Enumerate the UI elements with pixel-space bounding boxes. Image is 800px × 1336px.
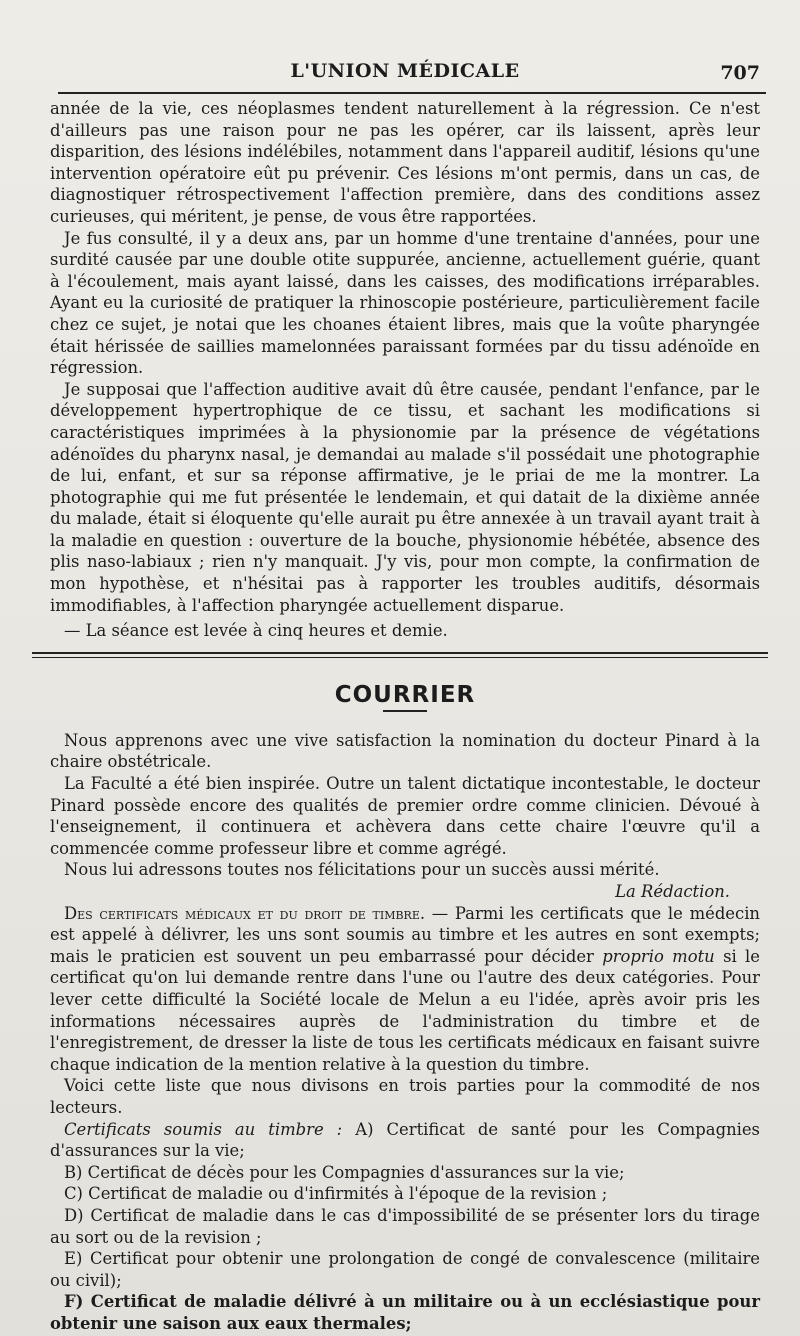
list-item-d-line [50,1205,760,1248]
list-item-b-line [50,1162,760,1184]
certificats-text: — Parmi les certificats que le médecin est appelé à délivrer, les uns sont soumis au timbre et les autres en sont exempts; mais le praticien est souvent un peu embarrassé pour décider [50,903,760,966]
paragraph-2: Je fus consulté, il y a deux ans, par un homme d'une trentaine d'années, pour une surdité causée par une double otite suppurée, ancienne, actuellement guérie, quant à l'écoulement, mais ayant laissé, dans les caisses, des modifications irréparables. Ayant eu la curiosité de pratiquer la rhinoscopie postérieure, particulièrement facile chez ce sujet, je notai que les choanes étaient libres, mais que la voûte pharyngée était hérissée de saillies mamelonnées paraissant formées par du tissu adénoïde en régression. [50,228,760,378]
certificats-heading: Des certificats médicaux et du droit de timbre. [64,903,426,923]
list-item-c-line [50,1183,760,1205]
list-item-c: Certificat de maladie ou d'infirmités à l'époque de la revision ; [88,1184,608,1204]
courrier-body [50,730,760,1335]
courrier-paragraph-1: Nous apprenons avec une vive satisfaction la nomination du docteur Pinard à la chaire obstétricale. [50,730,760,772]
list-intro: Voici cette liste que nous divisons en trois parties pour la commodité de nos lecteurs. [50,1076,760,1117]
editorial-signature: La Rédaction. [615,882,730,901]
list-item-e: Certificat pour obtenir une prolongation de congé de convalescence (militaire ou civil); [50,1249,760,1290]
courrier-paragraph-3: Nous lui adressons toutes nos félicitations pour un succès aussi mérité. [64,860,660,880]
list-item-key-c: C) [64,1184,83,1204]
section-divider [32,652,768,658]
certificats-text-2: si le certificat qu'on lui demande rentre dans l'une ou l'autre des deux catégories. Pour lever cette difficulté la Société locale de Melun a eu l'idée, après avoir pris les informations nécessaires auprès de l'administration du timbre et de l'enregistrement, de dresser la liste de tous les certificats médicaux en faisant suivre chaque indication de la mention relative à la question du timbre. [50,946,760,1074]
paragraph-3: Je supposai que l'affection auditive avait dû être causée, pendant l'enfance, par le développement hypertrophique de ce tissu, et sachant les modifications si caractéristiques imprimées à la physionomie par la présence de végétations adénoïdes du pharynx nasal, je demandai au malade s'il possédait une photographie de lui, enfant, et sur sa réponse affirmative, je le priai de me la montrer. La photographie qui me fut présentée le lendemain, et qui datait de la dixième année du malade, était si éloquente qu'elle aurait pu être annexée à un travail ayant trait à la maladie en question : ouverture de la bouche, physionomie hébétée, absence des plis naso-labiaux ; rien n'y manquait. J'y vis, pour mon compte, la confirmation de mon hypothèse, et n'hésitai pas à rapporter les troubles auditifs, désormais immodifiables, à l'affection pharyngée actuellement disparue. [50,379,760,615]
certificats-paragraph [50,903,760,1076]
list-item-key-b: B) [64,1162,83,1182]
list-item-f: Certificat de maladie délivré à un militaire ou à un ecclésiastique pour obtenir une saison aux eaux thermales; [50,1292,760,1333]
courrier-title: COURRIER [334,681,476,708]
list-label-line [50,1119,760,1162]
list-item-key-e: E) [64,1249,83,1269]
title-rule [383,710,427,712]
list-item-e-line [50,1248,760,1291]
list-item-key-d: D) [64,1205,84,1225]
page-header [50,0,760,98]
list-item-key-a: A) [355,1119,374,1139]
header-rule [58,92,766,94]
session-closing: — La séance est levée à cinq heures et demie. [64,621,448,641]
list-label: Certificats soumis au timbre : [64,1119,343,1139]
paragraph-1: année de la vie, ces néoplasmes tendent naturellement à la régression. Ce n'est d'ailleurs pas une raison pour ne pas les opérer, car ils laissent, après leur disparition, des lésions indélébiles, notamment dans l'appareil auditif, lésions qu'une intervention opératoire eût pu prévenir. Ces lésions m'ont permis, dans un cas, de diagnostiquer rétrospectivement l'affection première, dans des conditions assez curieuses, qui méritent, je pense, de vous être rapportées. [50,99,760,226]
courrier-paragraph-2: La Faculté a été bien inspirée. Outre un talent dictatique incontestable, le docteur Pinard possède encore des qualités de premier ordre comme clinicien. Dévoué à l'enseignement, il continuera et achèvera dans cette chaire l'œuvre qu'il a commencée comme professeur libre et comme agrégé. [50,774,760,858]
running-title: L'UNION MÉDICALE [290,60,520,82]
list-item-a: Certificat de santé pour les Compagnies d'assurances sur la vie; [50,1119,760,1161]
list-item-b: Certificat de décès pour les Compagnies d'assurances sur la vie; [87,1162,625,1182]
certificats-italic: proprio motu [602,946,715,966]
page-number: 707 [720,62,760,84]
list-item-key-f: F) [64,1292,84,1312]
article-body [50,98,760,642]
list-item-d: Certificat de maladie dans le cas d'impossibilité de se présenter lors du tirage au sort ou de la revision ; [50,1205,760,1247]
list-item-f-line [50,1291,760,1334]
